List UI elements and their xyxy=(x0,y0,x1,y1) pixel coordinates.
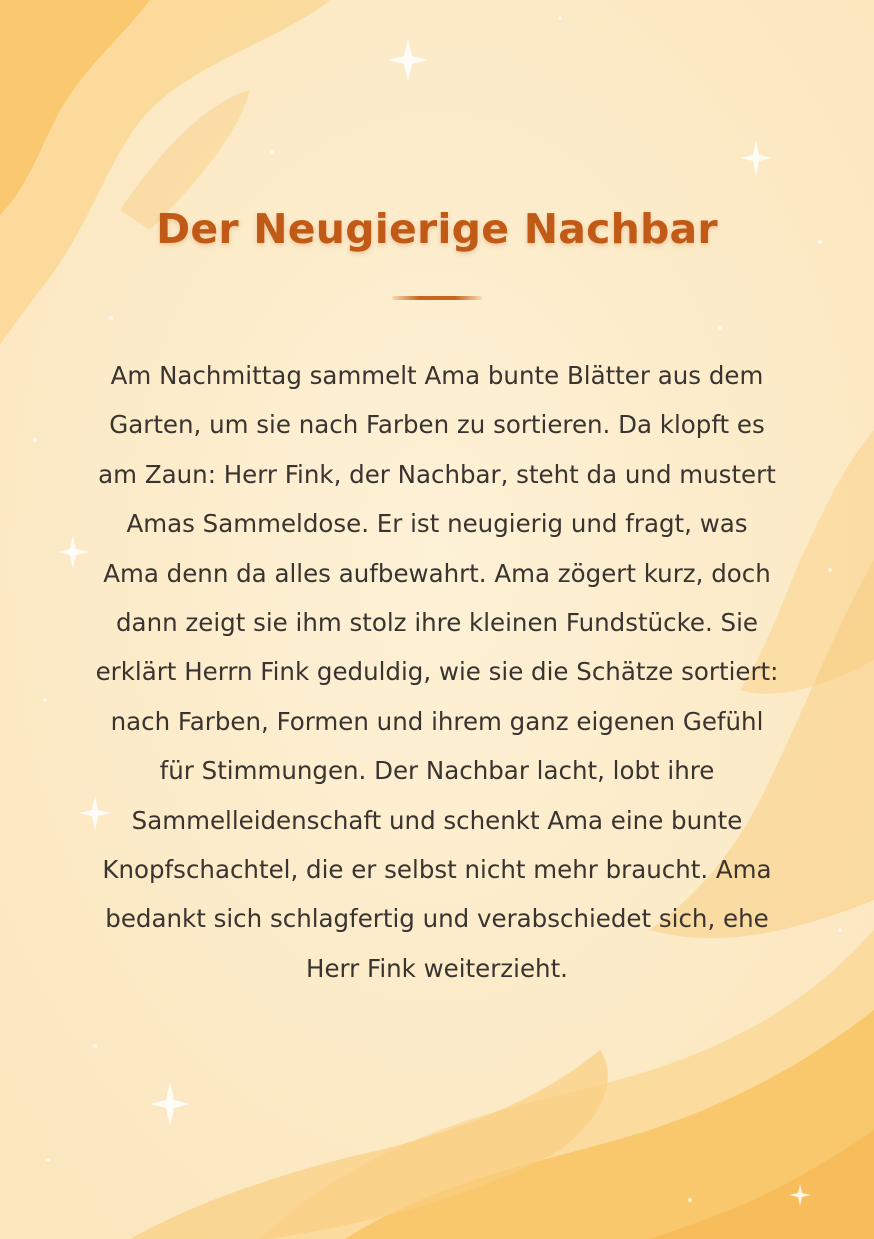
page-title: Der Neugierige Nachbar xyxy=(156,205,718,253)
story-text: Am Nachmittag sammelt Ama bunte Blätter aus dem Garten, um sie nach Farben zu sortieren. Da klopft es am Zaun: Herr Fink, der Nachbar, steht da und mustert Amas Sammeldose. Er ist neugierig und fragt, was Ama denn da alles aufbewahrt. Ama zögert kurz, doch dann zeigt sie ihm stolz ihre kleinen Fundstücke. Sie erklärt Herrn Fink geduldig, wie sie die Schätze sortiert: nach Farben, Formen und ihrem ganz eigenen Gefühl für Stimmungen. Der Nachbar lacht, lobt ihre Sammelleidenschaft und schenkt Ama eine bunte Knopfschachtel, die er selbst nicht mehr braucht. Ama bedankt sich schlagfertig und verabschiedet sich, ehe Herr Fink weiterzieht. xyxy=(95,361,779,983)
title-divider xyxy=(392,296,482,300)
